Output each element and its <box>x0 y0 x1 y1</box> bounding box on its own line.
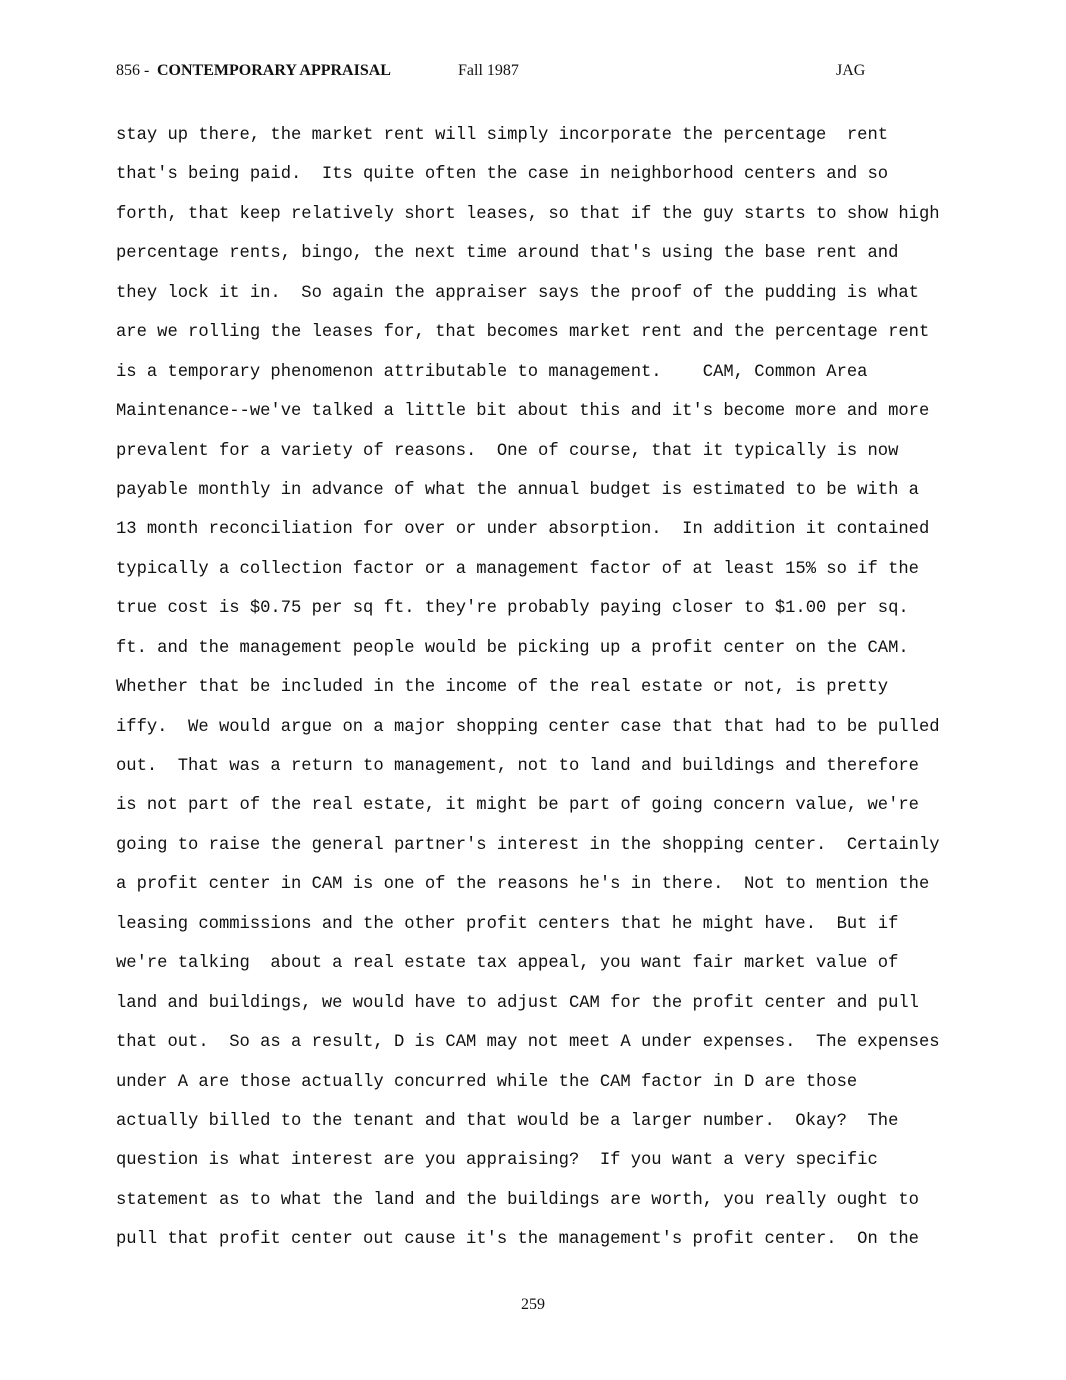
text-line: question is what interest are you appraising? If you want a very specific <box>116 1151 878 1171</box>
transcript-body <box>116 124 956 1268</box>
text-line: ft. and the management people would be picking up a profit center on the CAM. <box>116 638 909 658</box>
page-header <box>116 62 876 84</box>
text-line: leasing commissions and the other profit centers that he might have. But if <box>116 914 899 934</box>
text-line: land and buildings, we would have to adjust CAM for the profit center and pull <box>116 993 919 1013</box>
text-line: is not part of the real estate, it might be part of going concern value, we're <box>116 796 919 816</box>
text-line: typically a collection factor or a management factor of at least 15% so if the <box>116 559 919 579</box>
text-line: statement as to what the land and the buildings are worth, you really ought to <box>116 1190 919 1210</box>
text-line: that out. So as a result, D is CAM may not meet A under expenses. The expenses <box>116 1033 940 1053</box>
text-line: actually billed to the tenant and that would be a larger number. Okay? The <box>116 1111 899 1131</box>
page-number: 259 <box>521 1296 545 1313</box>
text-line: Whether that be included in the income of the real estate or not, is pretty <box>116 678 889 698</box>
text-line: payable monthly in advance of what the annual budget is estimated to be with a <box>116 480 919 500</box>
course-number: 856 - <box>116 62 150 79</box>
text-line: true cost is $0.75 per sq ft. they're probably paying closer to $1.00 per sq. <box>116 599 909 619</box>
text-line: stay up there, the market rent will simply incorporate the percentage rent <box>116 126 889 145</box>
text-line: iffy. We would argue on a major shopping center case that that had to be pulled <box>116 717 940 737</box>
course-title: CONTEMPORARY APPRAISAL <box>157 62 391 79</box>
text-line: we're talking about a real estate tax appeal, you want fair market value of <box>116 954 899 974</box>
text-line: is a temporary phenomenon attributable to management. CAM, Common Area <box>116 362 868 382</box>
text-line: forth, that keep relatively short leases, so that if the guy starts to show high <box>116 204 940 224</box>
term-label: Fall 1987 <box>458 62 519 79</box>
text-line: pull that profit center out cause it's the management's profit center. On the <box>116 1230 919 1250</box>
text-line: a profit center in CAM is one of the reasons he's in there. Not to mention the <box>116 875 930 895</box>
text-line: 13 month reconciliation for over or under absorption. In addition it contained <box>116 520 930 540</box>
text-line: under A are those actually concurred while the CAM factor in D are those <box>116 1072 858 1092</box>
text-line: going to raise the general partner's interest in the shopping center. Certainly <box>116 835 940 855</box>
text-line: Maintenance--we've talked a little bit about this and it's become more and more <box>116 402 930 422</box>
text-line: they lock it in. So again the appraiser says the proof of the pudding is what <box>116 283 919 303</box>
text-line: that's being paid. Its quite often the case in neighborhood centers and so <box>116 165 889 185</box>
text-line: percentage rents, bingo, the next time around that's using the base rent and <box>116 244 899 264</box>
text-line: prevalent for a variety of reasons. One of course, that it typically is now <box>116 441 899 461</box>
text-line: out. That was a return to management, not to land and buildings and therefore <box>116 757 919 776</box>
author-initials: JAG <box>836 62 866 79</box>
text-line: are we rolling the leases for, that becomes market rent and the percentage rent <box>116 323 930 343</box>
